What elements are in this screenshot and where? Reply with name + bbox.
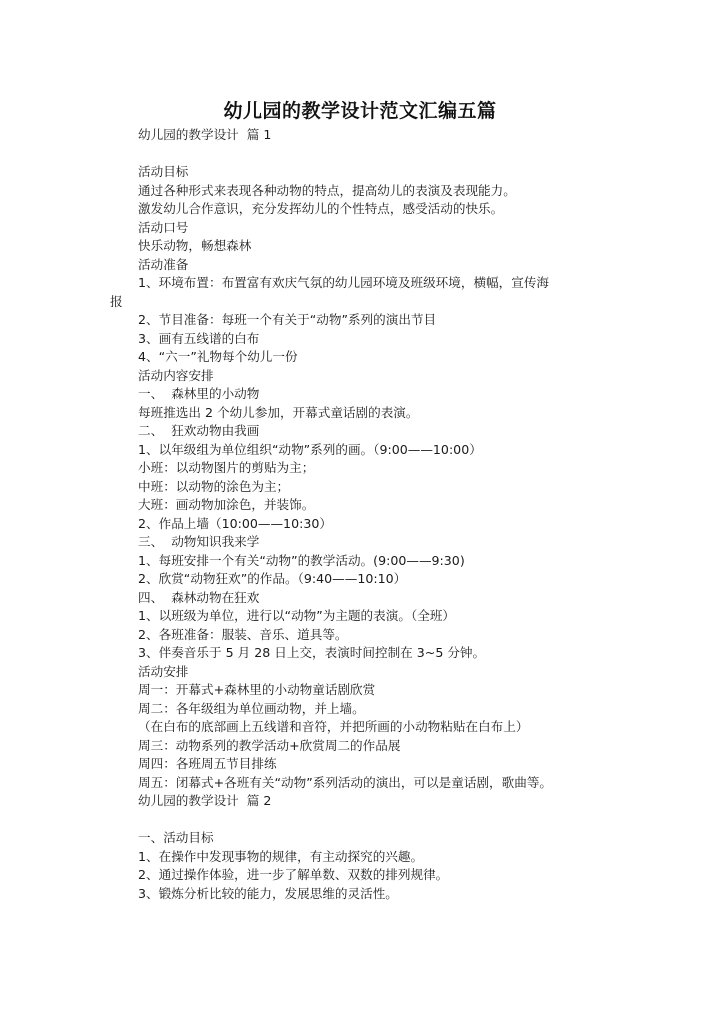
paragraph-line: 大班：画动物加涂色，并装饰。 [138,497,315,512]
heading: 活动目标 [138,164,189,179]
paragraph-line: 周二：各年级组为单位画动物，并上墙。 [138,700,365,716]
subheading: 三、 动物知识我来学 [138,534,260,549]
document-title: 幼儿园的教学设计范文汇编五篇 [223,100,497,122]
paragraph-line: 每班推选出 2 个幼儿参加，开幕式童话剧的表演。 [138,404,419,420]
heading: 一、活动目标 [138,830,214,845]
paragraph-line: 1、每班安排一个有关“动物”的教学活动。(9:00——9:30) [138,552,465,568]
paragraph-line: 3、画有五线谱的白布 [138,330,260,346]
section-heading: 幼儿园的教学设计 篇 1 [138,127,272,142]
blank-line [138,145,618,164]
paragraph-line: 中班：以动物的涂色为主； [138,478,290,494]
heading: 活动准备 [138,256,189,272]
paragraph-line: 周三：动物系列的教学活动+欣赏周二的作品展 [138,737,401,753]
subheading: 一、 森林里的小动物 [138,386,260,401]
paragraph-line: 通过各种形式来表现各种动物的特点，提高幼儿的表演及表现能力。 [138,182,516,198]
paragraph-line: 周四：各班周五节目排练 [138,756,277,771]
blank-line [138,811,618,830]
paragraph-line: 2、各班准备：服装、音乐、道具等。 [138,626,348,642]
paragraph-line-continuation: 报 [110,293,123,309]
heading: 活动内容安排 [138,367,214,383]
paragraph-line: 1、以年级组为单位组织“动物”系列的画。（9:00——10:00） [138,441,482,457]
paragraph-line: 3、伴奏音乐于 5 月 28 日上交，表演时间控制在 3~5 分钟。 [138,645,486,660]
paragraph-line: 激发幼儿合作意识，充分发挥幼儿的个性特点，感受活动的快乐。 [138,201,504,216]
paragraph-line: 2、节目准备：每班一个有关于“动物”系列的演出节目 [138,312,437,327]
paragraph-line: 2、欣赏“动物狂欢”的作品。（9:40——10:10） [138,571,407,586]
paragraph-line: 3、锻炼分析比较的能力，发展思维的灵活性。 [138,885,398,901]
heading: 活动安排 [138,663,189,679]
paragraph-line: 2、通过操作体验，进一步了解单数、双数的排列规律。 [138,867,449,882]
paragraph-line: 1、环境布置：布置富有欢庆气氛的幼儿园环境及班级环境，横幅，宣传海 [138,275,550,290]
document-body [110,126,618,903]
paragraph-line: 4、“六一”礼物每个幼儿一份 [138,349,298,364]
paragraph-line: 周五：闭幕式+各班有关“动物”系列活动的演出，可以是童话剧，歌曲等。 [138,774,553,790]
paragraph-line: 1、以班级为单位，进行以“动物”为主题的表演。（全班） [138,608,456,623]
paragraph-line: 快乐动物，畅想森林 [138,238,252,253]
paragraph-line: 周一：开幕式+森林里的小动物童话剧欣赏 [138,682,376,697]
paragraph-line: 小班：以动物图片的剪贴为主； [138,460,315,475]
subheading: 二、 狂欢动物由我画 [138,423,260,438]
heading: 活动口号 [138,219,189,235]
paragraph-line: 2、作品上墙（10:00——10:30） [138,515,332,531]
section-heading: 幼儿园的教学设计 篇 2 [138,793,272,808]
paragraph-line: 1、在操作中发现事物的规律，有主动探究的兴趣。 [138,848,424,864]
subheading: 四、 森林动物在狂欢 [138,589,260,605]
paragraph-line: （在白布的底部画上五线谱和音符，并把所画的小动物粘贴在白布上） [138,719,529,734]
